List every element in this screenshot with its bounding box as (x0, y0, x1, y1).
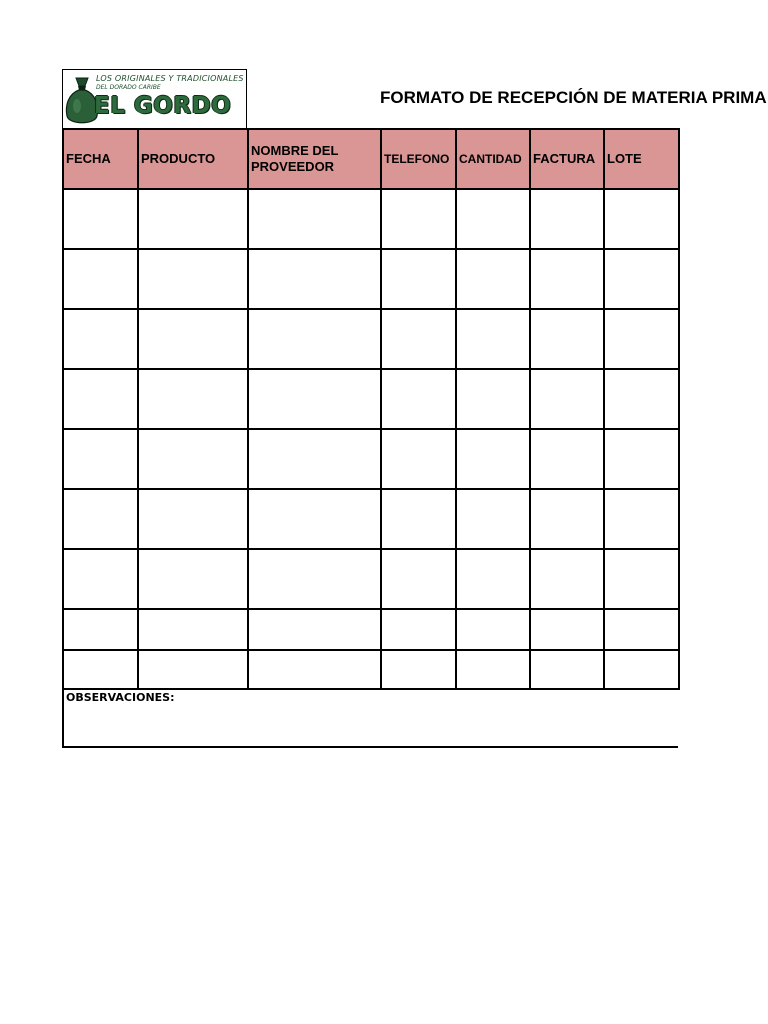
table-cell-producto[interactable] (137, 548, 247, 608)
table-cell-telefono[interactable] (380, 428, 455, 488)
table-cell-cantidad[interactable] (455, 308, 529, 368)
table-cell-cantidad[interactable] (455, 188, 529, 248)
observations-box[interactable] (62, 688, 678, 748)
table-cell-factura[interactable] (529, 548, 603, 608)
table-cell-telefono[interactable] (380, 188, 455, 248)
logo-tagline-bottom: DEL DORADO CARIBE (96, 84, 161, 91)
table-cell-fecha[interactable] (62, 188, 137, 248)
table-cell-telefono[interactable] (380, 248, 455, 308)
table-cell-producto[interactable] (137, 608, 247, 649)
table-cell-producto[interactable] (137, 188, 247, 248)
table-cell-nombre-proveedor[interactable] (247, 188, 380, 248)
header-lote: LOTE (603, 128, 678, 188)
table-cell-nombre-proveedor[interactable] (247, 248, 380, 308)
table-cell-nombre-proveedor[interactable] (247, 368, 380, 428)
table-cell-nombre-proveedor[interactable] (247, 488, 380, 548)
table-cell-lote[interactable] (603, 488, 678, 548)
table-cell-producto[interactable] (137, 649, 247, 690)
table-cell-telefono[interactable] (380, 488, 455, 548)
header-telefono: TELEFONO (380, 128, 455, 188)
header-factura: FACTURA (529, 128, 603, 188)
observations-label: OBSERVACIONES: (66, 691, 175, 704)
table-cell-fecha[interactable] (62, 248, 137, 308)
table-cell-nombre-proveedor[interactable] (247, 308, 380, 368)
header-fecha: FECHA (62, 128, 137, 188)
table-cell-factura[interactable] (529, 488, 603, 548)
table-cell-factura[interactable] (529, 428, 603, 488)
table-cell-telefono[interactable] (380, 308, 455, 368)
logo-brand-name: EL GORDO (94, 93, 232, 119)
table-cell-producto[interactable] (137, 368, 247, 428)
table-cell-telefono[interactable] (380, 649, 455, 690)
logo-tagline-top: LOS ORIGINALES Y TRADICIONALES (96, 74, 244, 83)
table-cell-nombre-proveedor[interactable] (247, 649, 380, 690)
table-cell-producto[interactable] (137, 248, 247, 308)
header-nombre-proveedor: NOMBRE DEL PROVEEDOR (247, 128, 380, 188)
table-cell-cantidad[interactable] (455, 248, 529, 308)
table-cell-factura[interactable] (529, 649, 603, 690)
table-cell-fecha[interactable] (62, 649, 137, 690)
table-cell-cantidad[interactable] (455, 608, 529, 649)
table-cell-lote[interactable] (603, 188, 678, 248)
table-cell-fecha[interactable] (62, 608, 137, 649)
header-producto: PRODUCTO (137, 128, 247, 188)
table-cell-producto[interactable] (137, 428, 247, 488)
table-cell-lote[interactable] (603, 248, 678, 308)
table-cell-telefono[interactable] (380, 368, 455, 428)
table-cell-lote[interactable] (603, 308, 678, 368)
table-cell-factura[interactable] (529, 188, 603, 248)
table-cell-nombre-proveedor[interactable] (247, 548, 380, 608)
table-cell-telefono[interactable] (380, 548, 455, 608)
table-cell-factura[interactable] (529, 308, 603, 368)
table-cell-lote[interactable] (603, 428, 678, 488)
table-cell-cantidad[interactable] (455, 488, 529, 548)
table-cell-fecha[interactable] (62, 368, 137, 428)
document-title: FORMATO DE RECEPCIÓN DE MATERIA PRIMA (380, 88, 767, 107)
table-cell-telefono[interactable] (380, 608, 455, 649)
table-cell-cantidad[interactable] (455, 368, 529, 428)
table-cell-producto[interactable] (137, 488, 247, 548)
table-cell-fecha[interactable] (62, 488, 137, 548)
table-cell-producto[interactable] (137, 308, 247, 368)
table-cell-nombre-proveedor[interactable] (247, 428, 380, 488)
table-cell-cantidad[interactable] (455, 649, 529, 690)
table-cell-fecha[interactable] (62, 308, 137, 368)
table-cell-fecha[interactable] (62, 548, 137, 608)
table-cell-lote[interactable] (603, 649, 678, 690)
table-cell-lote[interactable] (603, 608, 678, 649)
table-cell-factura[interactable] (529, 248, 603, 308)
table-cell-nombre-proveedor[interactable] (247, 608, 380, 649)
table-cell-lote[interactable] (603, 368, 678, 428)
logo (62, 69, 247, 129)
table-cell-cantidad[interactable] (455, 548, 529, 608)
header-cantidad: CANTIDAD (455, 128, 529, 188)
table-cell-factura[interactable] (529, 368, 603, 428)
table-right-border (678, 128, 680, 690)
table-cell-cantidad[interactable] (455, 428, 529, 488)
table-cell-fecha[interactable] (62, 428, 137, 488)
table-cell-lote[interactable] (603, 548, 678, 608)
table-cell-factura[interactable] (529, 608, 603, 649)
